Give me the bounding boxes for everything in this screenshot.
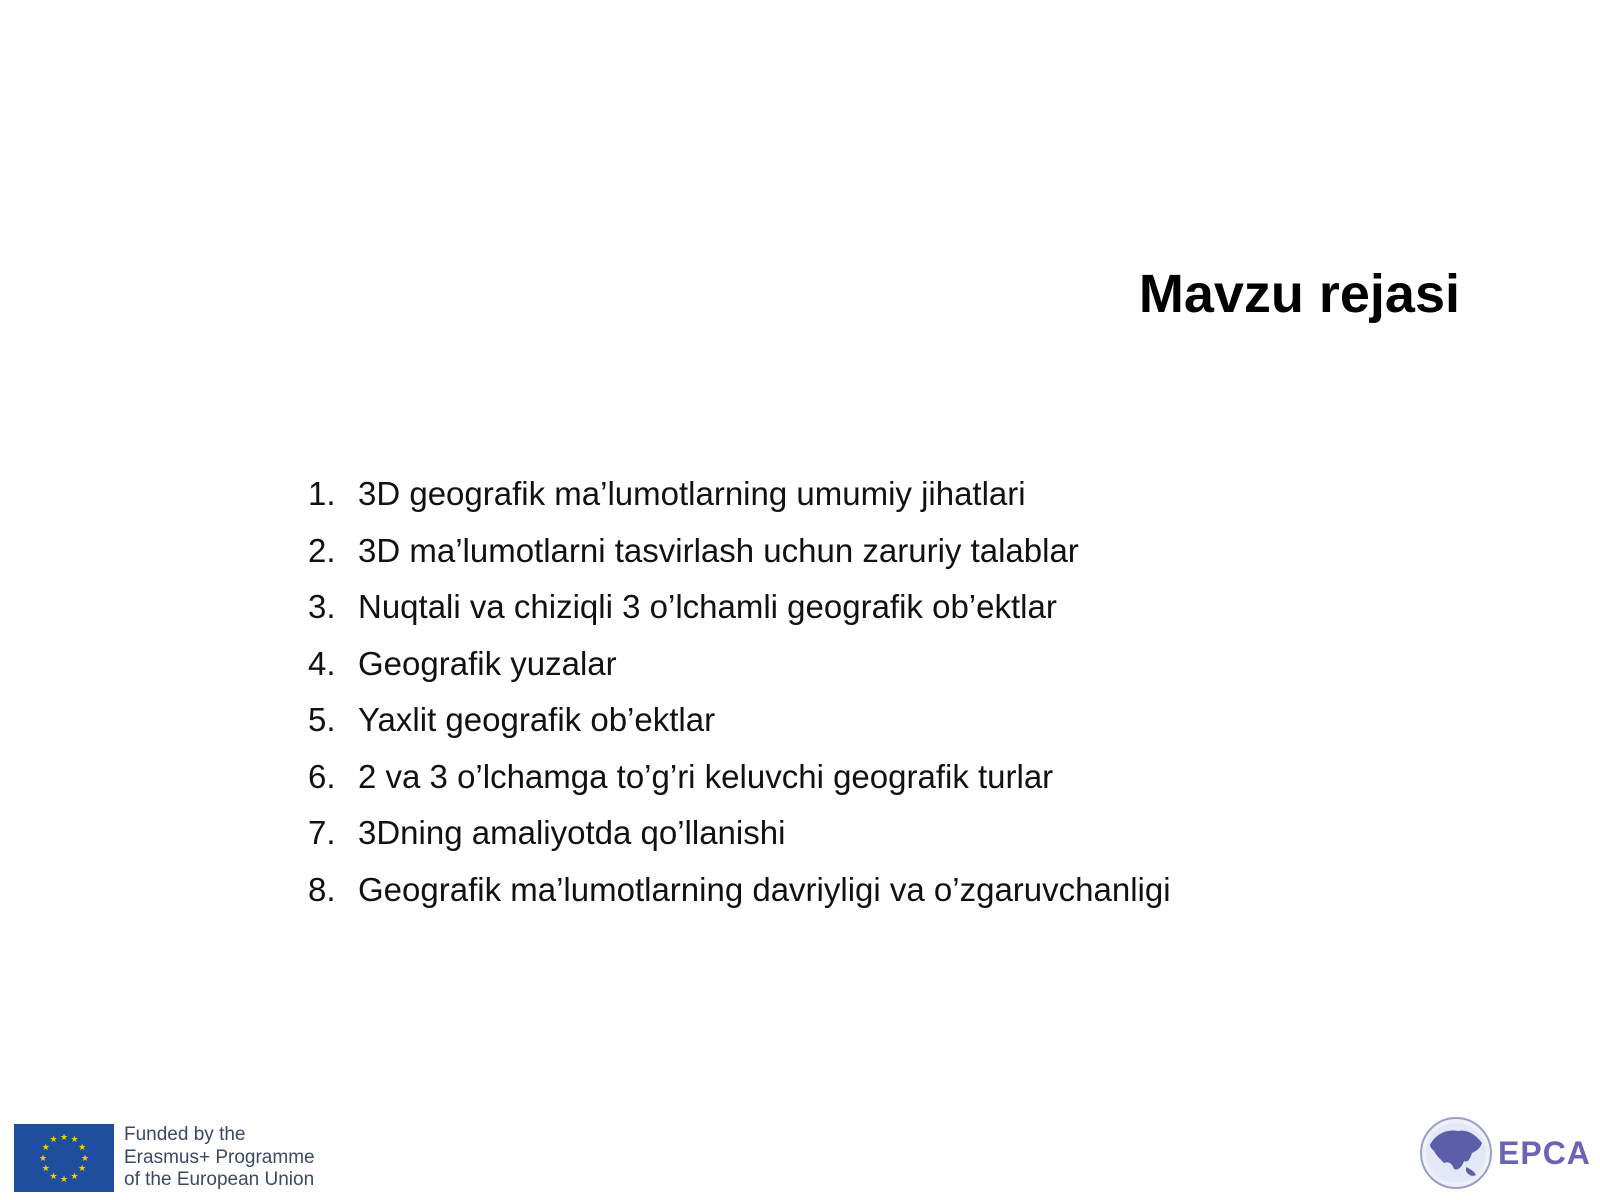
epca-logo-text: EPCA <box>1498 1134 1591 1171</box>
list-item-number: 7. <box>308 814 336 851</box>
list-item <box>308 700 1408 757</box>
eu-funding-logo <box>14 1123 315 1193</box>
eu-star-icon: ★ <box>49 1134 58 1145</box>
list-item-text: 2 va 3 o’lchamga to’g’ri keluvchi geografik turlar <box>358 757 1054 795</box>
eu-star-icon: ★ <box>78 1142 87 1152</box>
list-item-text: Geografik yuzalar <box>358 644 617 682</box>
eu-funding-line: Funded by the <box>124 1124 246 1146</box>
eu-star-icon: ★ <box>41 1163 50 1173</box>
eu-star-icon: ★ <box>70 1170 79 1181</box>
list-item-number: 6. <box>308 757 336 795</box>
list-item-number: 3. <box>308 588 336 625</box>
list-item <box>308 531 1408 588</box>
epca-logo <box>1418 1115 1591 1191</box>
eu-star-icon: ★ <box>59 1131 69 1142</box>
eu-star-icon: ★ <box>49 1170 58 1181</box>
list-item-number: 4. <box>308 644 336 682</box>
eu-star-icon: ★ <box>70 1134 79 1145</box>
eu-star-icon: ★ <box>38 1152 48 1163</box>
list-item-text: 3Dning amaliyotda qo’llanishi <box>358 814 786 851</box>
agenda-list <box>308 474 1408 926</box>
list-item-number: 8. <box>308 870 336 908</box>
list-item <box>308 870 1408 927</box>
list-item-text: Nuqtali va chiziqli 3 o’lchamli geografik ob’ektlar <box>358 588 1057 625</box>
list-item-text: Geografik ma’lumotlarning davriyligi va o’zgaruvchanligi <box>358 870 1171 908</box>
list-item-number: 2. <box>308 531 336 569</box>
list-item-text: 3D geografik ma’lumotlarning umumiy jihatlari <box>358 475 1026 512</box>
eu-funding-text <box>124 1124 315 1192</box>
list-item <box>308 813 1408 870</box>
list-item <box>308 757 1408 814</box>
eu-star-icon: ★ <box>80 1152 90 1163</box>
list-item <box>308 474 1408 531</box>
list-item-text: 3D ma’lumotlarni tasvirlash uchun zaruriy talablar <box>358 531 1079 569</box>
eu-star-icon: ★ <box>41 1142 50 1152</box>
asia-globe-icon <box>1418 1115 1494 1191</box>
slide-title: Mavzu rejasi <box>1138 264 1460 324</box>
eu-star-icon: ★ <box>78 1163 87 1173</box>
list-item <box>308 587 1408 644</box>
eu-flag-icon <box>14 1124 114 1192</box>
eu-star-icon: ★ <box>59 1173 69 1184</box>
eu-funding-line: Erasmus+ Programme <box>124 1146 315 1168</box>
list-item-text: Yaxlit geografik ob’ektlar <box>358 701 716 738</box>
eu-funding-line: of the European Union <box>124 1169 315 1191</box>
list-item-number: 1. <box>308 475 336 512</box>
list-item <box>308 644 1408 701</box>
list-item-number: 5. <box>308 701 336 738</box>
